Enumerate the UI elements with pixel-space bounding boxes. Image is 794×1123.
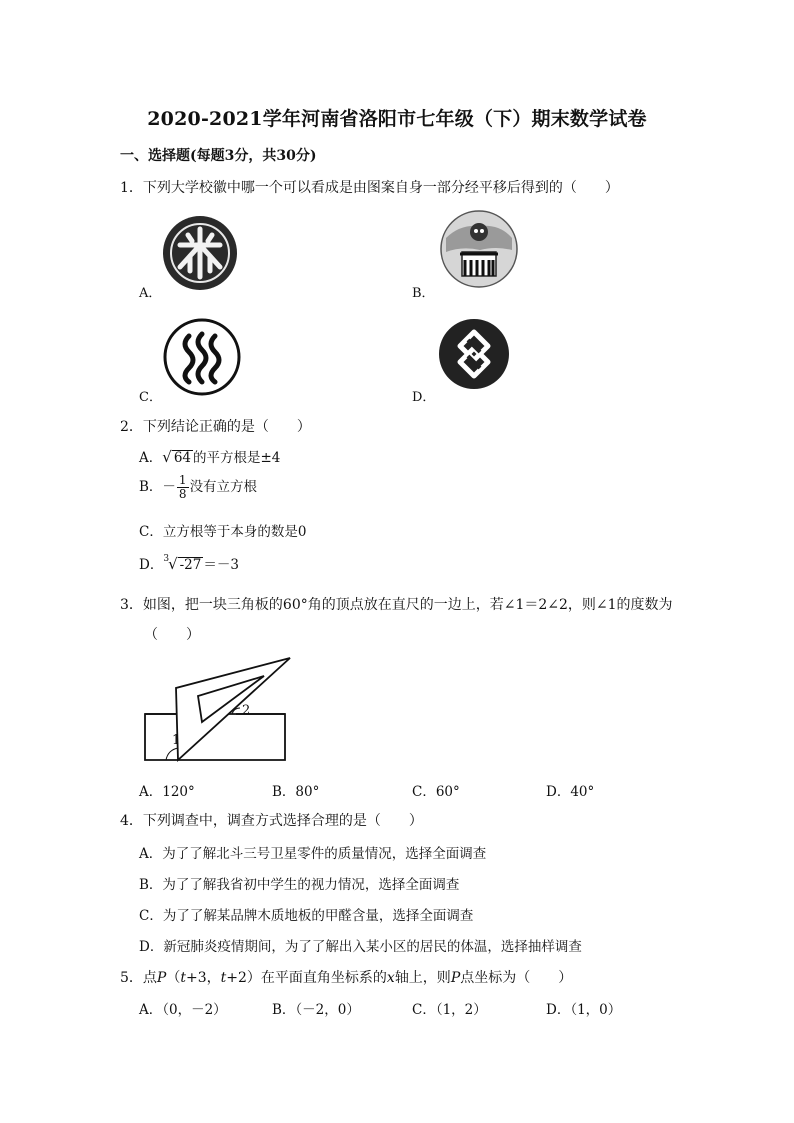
radical-sign: √ [162, 448, 172, 466]
question-5-option-d: D．（1，0） [546, 1002, 622, 1018]
root-index: 3 [163, 554, 170, 564]
option-label-c: C． [139, 390, 162, 405]
question-2-option-c: C．立方根等于本身的数是0 [139, 524, 307, 540]
fraction-denominator: 8 [178, 487, 187, 501]
question-3-option-b: B．80° [272, 784, 320, 800]
minus-sign: － [162, 479, 176, 495]
radicand: -27 [179, 557, 202, 573]
radical-sign: √ [168, 555, 178, 573]
ruler-triangle-figure [140, 652, 300, 764]
question-4-option-a: A．为了了解北斗三号卫星零件的质量情况，选择全面调查 [139, 846, 487, 862]
question-2-option-a [139, 446, 280, 466]
section-heading: 一、选择题(每题3分，共30分) [120, 148, 317, 164]
question-2-option-d [139, 553, 239, 573]
q5-var-p: P [156, 970, 167, 986]
option-d-label: D． [139, 557, 164, 573]
fraction-numerator: 1 [178, 473, 187, 487]
radicand: 64 [173, 450, 191, 466]
angle-2-label: 2 [242, 703, 251, 718]
option-a-text: 的平方根是±4 [193, 450, 281, 466]
option-label-d: D． [412, 390, 436, 405]
question-3-option-a: A．120° [139, 784, 195, 800]
emblem-a-image [162, 215, 238, 291]
option-d-text: ＝－3 [203, 557, 239, 573]
question-3-paren: （ ） [144, 627, 200, 643]
fraction [177, 474, 189, 501]
question-5-option-c: C．（1，2） [412, 1002, 487, 1018]
exam-title: 2020-2021学年河南省洛阳市七年级（下）期末数学试卷 [147, 108, 647, 130]
question-3-stem: 3．如图，把一块三角板的60°角的顶点放在直尺的一边上，若∠1＝2∠2，则∠1的度数为 [120, 597, 673, 613]
question-3-option-c: C．60° [412, 784, 460, 800]
question-4-stem: 4．下列调查中，调查方式选择合理的是（ ） [120, 813, 423, 829]
option-b-label: B． [139, 479, 163, 495]
question-5-stem [120, 967, 572, 987]
q5-text: （ [166, 970, 181, 986]
option-label-b: B． [412, 286, 435, 301]
option-label-a: A． [139, 286, 162, 301]
question-2-stem: 2．下列结论正确的是（ ） [120, 419, 311, 435]
question-4-option-b: B．为了了解我省初中学生的视力情况，选择全面调查 [139, 877, 460, 893]
q5-text: 点坐标为（ ） [460, 970, 573, 986]
q5-var-x: x [386, 970, 395, 986]
q5-text: 5．点 [120, 970, 157, 986]
emblem-c-image [163, 318, 241, 396]
q5-var-p: P [450, 970, 461, 986]
question-4-option-c: C．为了了解某品牌木质地板的甲醛含量，选择全面调查 [139, 908, 474, 924]
question-2-option-b [139, 474, 257, 501]
q5-text: 轴上，则 [394, 970, 451, 986]
question-1-stem: 1．下列大学校徽中哪一个可以看成是由图案自身一部分经平移后得到的（ ） [120, 180, 619, 196]
question-5-option-a: A．（0，－2） [139, 1002, 227, 1018]
option-b-text: 没有立方根 [189, 479, 258, 495]
q5-var-t: t [220, 970, 227, 986]
emblem-d-image [438, 318, 510, 390]
question-5-option-b: B．（－2，0） [272, 1002, 360, 1018]
emblem-b-image [440, 210, 518, 288]
q5-var-t: t [180, 970, 186, 986]
q5-text: +2）在平面直角坐标系的 [226, 970, 387, 986]
question-3-option-d: D．40° [546, 784, 595, 800]
angle-1-label: 1 [172, 733, 181, 748]
q5-text: +3， [185, 970, 221, 986]
option-a-label: A． [139, 450, 163, 466]
question-4-option-d: D．新冠肺炎疫情期间，为了了解出入某小区的居民的体温，选择抽样调查 [139, 939, 582, 955]
